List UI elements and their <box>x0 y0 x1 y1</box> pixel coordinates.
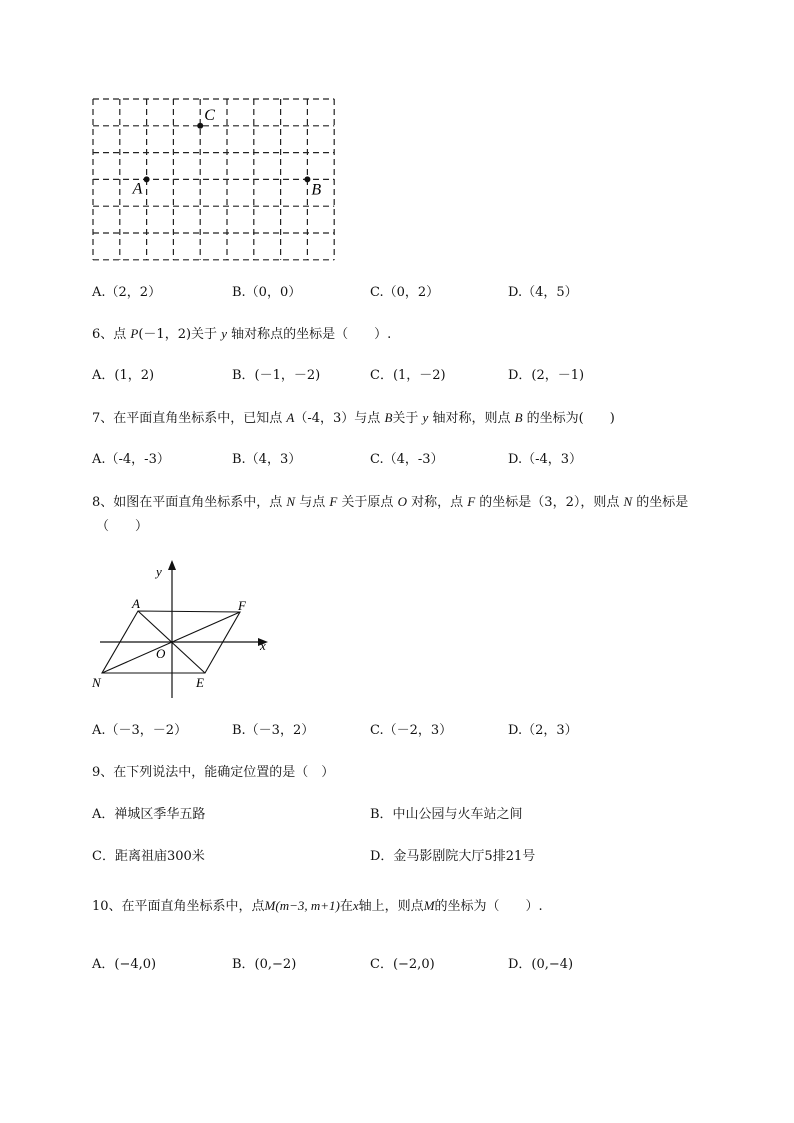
q9-option-b[interactable]: B．中山公园与火车站之间 <box>370 807 523 822</box>
q9-option-a[interactable]: A．禅城区季华五路 <box>92 807 206 822</box>
q7-prefix: 7、在平面直角坐标系中，已知点 <box>92 411 287 426</box>
label-x: x <box>260 638 266 653</box>
q10-stem <box>92 897 543 916</box>
q6-mid: 关于 <box>191 327 222 342</box>
label-f: F <box>238 598 246 613</box>
label-a: A <box>132 596 140 611</box>
q8-option-a[interactable]: A.（－3，－2） <box>92 723 188 738</box>
q7-axis: y <box>422 410 429 425</box>
label-y: y <box>156 564 162 579</box>
q10-point: M <box>264 898 276 913</box>
q7-point-b2: B <box>514 410 523 425</box>
q6-option-a[interactable]: A．(1，2) <box>92 368 155 383</box>
q8-mid3: 对称，点 <box>406 495 468 510</box>
grid-figure <box>88 94 348 274</box>
q10-mid2: 轴上，则点 <box>358 899 424 914</box>
label-o: O <box>156 646 166 661</box>
q6-stem <box>92 325 391 344</box>
q10-point2: M <box>423 898 435 913</box>
q8-mid2: 关于原点 <box>337 495 398 510</box>
q7-mid1: 与点 <box>354 411 385 426</box>
q7-option-a[interactable]: A.（-4，-3） <box>92 452 170 467</box>
q8-stem <box>92 493 688 512</box>
q9-stem: 9、在下列说法中，能确定位置的是（ ） <box>92 765 335 780</box>
coordinate-figure <box>88 556 278 706</box>
q6-option-d[interactable]: D．(2，－1) <box>508 368 585 383</box>
q7-mid3: 轴对称，则点 <box>428 411 515 426</box>
q5-option-a[interactable]: A.（2，2） <box>92 285 162 300</box>
point-b <box>304 176 310 182</box>
q5-option-d[interactable]: D.（4，5） <box>508 285 578 300</box>
q6-option-c[interactable]: C．(1，－2) <box>370 368 446 383</box>
q6-point: P <box>130 326 139 341</box>
q10-option-c[interactable]: C．(−2,0) <box>370 957 435 972</box>
q6-option-b[interactable]: B．(－1，－2) <box>232 368 321 383</box>
q8-mid1: 与点 <box>295 495 330 510</box>
q7-option-d[interactable]: D.（-4，3） <box>508 452 583 467</box>
q5-option-b[interactable]: B.（0，0） <box>232 285 302 300</box>
q9-option-c[interactable]: C．距离祖庙300米 <box>92 849 205 864</box>
q7-option-c[interactable]: C.（4，-3） <box>370 452 444 467</box>
q5-option-c[interactable]: C.（0，2） <box>370 285 440 300</box>
q10-option-b[interactable]: B．(0,−2) <box>232 957 297 972</box>
q10-option-a[interactable]: A．(−4,0) <box>92 957 157 972</box>
q8-stem-line2: （ ） <box>96 519 149 534</box>
q7-mid2: 关于 <box>392 411 423 426</box>
label-n: N <box>92 675 101 690</box>
q8-point-f2: F <box>467 494 476 509</box>
q7-coords: （-4，3） <box>294 411 355 426</box>
q8-mid4: 的坐标是（3，2），则点 <box>475 495 624 510</box>
q7-option-b[interactable]: B.（4，3） <box>232 452 302 467</box>
y-axis-arrow <box>168 560 176 570</box>
label-point-b: B <box>311 181 322 199</box>
q10-mid: 在 <box>339 899 353 914</box>
q10-suffix: 的坐标为（ ）. <box>434 899 543 914</box>
q6-suffix: 轴对称点的坐标是（ ）. <box>226 327 392 342</box>
q10-coords: (m−3, m+1) <box>275 898 340 913</box>
q7-point-a: A <box>286 410 295 425</box>
q6-axis: y <box>221 326 227 341</box>
label-e: E <box>196 675 204 690</box>
point-a <box>144 176 150 182</box>
q10-prefix: 10、在平面直角坐标系中，点 <box>92 899 265 914</box>
q8-point-n2: N <box>623 494 633 509</box>
q6-coords: (－1，2) <box>138 327 192 342</box>
q8-prefix: 8、如图在平面直角坐标系中，点 <box>92 495 287 510</box>
q7-stem <box>92 409 615 428</box>
q10-axis: x <box>352 898 359 913</box>
q8-option-b[interactable]: B.（－3，2） <box>232 723 315 738</box>
q8-point-o: O <box>397 494 407 509</box>
q7-suffix: 的坐标为( ) <box>522 411 615 426</box>
q8-option-c[interactable]: C.（－2，3） <box>370 723 453 738</box>
q8-suffix: 的坐标是 <box>632 495 689 510</box>
q10-option-d[interactable]: D．(0,−4) <box>508 957 574 972</box>
q8-option-d[interactable]: D.（2，3） <box>508 723 578 738</box>
q7-point-b: B <box>384 410 393 425</box>
label-point-c: C <box>204 106 215 124</box>
q9-option-d[interactable]: D．金马影剧院大厅5排21号 <box>370 849 536 864</box>
label-point-a: A <box>132 180 143 198</box>
q6-prefix: 6、点 <box>92 327 131 342</box>
point-c <box>197 123 203 129</box>
q8-point-n: N <box>286 494 296 509</box>
q8-point-f: F <box>329 494 338 509</box>
